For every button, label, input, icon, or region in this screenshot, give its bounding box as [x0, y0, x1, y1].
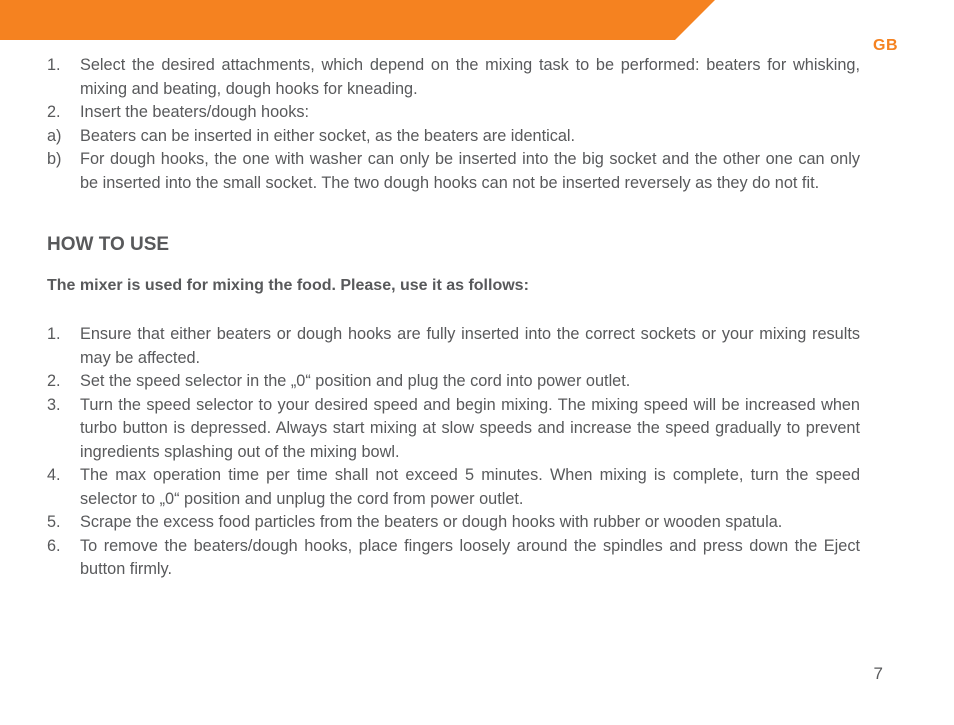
list-item-text: Insert the beaters/dough hooks: — [80, 103, 309, 121]
list-item-text: To remove the beaters/dough hooks, place fingers loosely around the spindles and press down the Eject button firmly. — [80, 536, 860, 578]
list-item-text: Beaters can be inserted in either socket, as the beaters are identical. — [80, 126, 576, 145]
list-item-text: The max operation time per time shall not exceed 5 minutes. When mixing is complete, turn the speed selector to „0“ position and unplug the cord from power outlet. — [80, 466, 860, 508]
section-heading: HOW TO USE — [47, 234, 170, 255]
list-marker: a) — [47, 126, 62, 145]
section-intro: The mixer is used for mixing the food. Please, use it as follows: — [47, 277, 529, 294]
list-item — [47, 323, 860, 370]
list-marker: b) — [47, 150, 62, 168]
list-item — [47, 511, 860, 535]
list-item-text: Scrape the excess food particles from the beaters or dough hooks with rubber or wooden spatula. — [80, 513, 783, 531]
list-marker: 3. — [47, 395, 61, 414]
prep-list — [47, 54, 860, 195]
list-item — [47, 464, 860, 511]
list-item-text: Set the speed selector in the „0“ position and plug the cord into power outlet. — [80, 372, 631, 390]
list-marker: 4. — [47, 466, 61, 484]
list-marker: 6. — [47, 536, 61, 555]
list-item — [47, 125, 860, 149]
list-item — [47, 54, 860, 101]
list-item-text: Turn the speed selector to your desired speed and begin mixing. The mixing speed will be increased when turbo button is depressed. Always start mixing at slow speeds and increase the speed gradually to prevent ingredients splashing out of the mixing bowl. — [80, 395, 860, 461]
list-item — [47, 148, 860, 195]
list-item-text: For dough hooks, the one with washer can only be inserted into the big socket and the other one can only be inserted into the small socket. The two dough hooks can not be inserted reversely as they do not fit. — [80, 150, 860, 192]
list-item — [47, 101, 860, 125]
list-marker: 1. — [47, 325, 61, 343]
list-item — [47, 394, 860, 465]
list-item — [47, 370, 860, 394]
list-marker: 2. — [47, 372, 61, 390]
header-accent-band — [0, 0, 715, 40]
steps-list — [47, 323, 860, 582]
page-number: 7 — [873, 664, 883, 683]
language-tag: GB — [873, 37, 898, 54]
list-marker: 5. — [47, 513, 61, 531]
page-content — [47, 54, 860, 582]
list-item-text: Ensure that either beaters or dough hooks are fully inserted into the correct sockets or your mixing results may be affected. — [80, 325, 860, 367]
list-marker: 1. — [47, 56, 61, 74]
list-marker: 2. — [47, 103, 61, 121]
list-item-text: Select the desired attachments, which depend on the mixing task to be performed: beaters for whisking, mixing and beating, dough hooks for kneading. — [80, 56, 860, 98]
list-item — [47, 535, 860, 582]
